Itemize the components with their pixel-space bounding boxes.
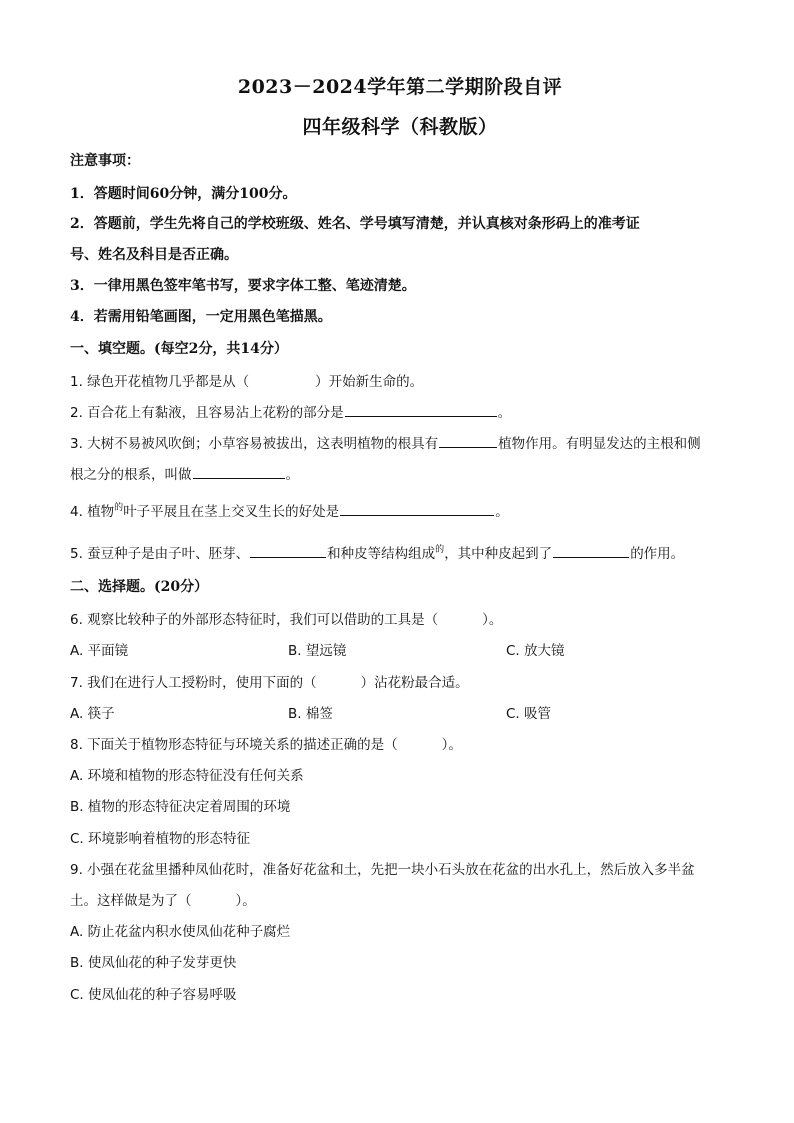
q6-text-end: ）。: [482, 612, 503, 628]
q5-blank-2[interactable]: [553, 543, 629, 558]
q4-text-c: 。: [495, 504, 509, 520]
q4-sup: 的: [114, 503, 124, 513]
q7-option-b[interactable]: B. 棉签: [288, 706, 333, 722]
notes-heading: 注意事项：: [70, 153, 140, 169]
q6-option-c[interactable]: C. 放大镜: [506, 643, 565, 659]
q6-option-b[interactable]: B. 望远镜: [288, 643, 347, 659]
q5-sup: 的: [435, 545, 445, 555]
q7-option-c[interactable]: C. 吸管: [506, 706, 552, 722]
exam-title: 2023－2024学年第二学期阶段自评: [237, 76, 563, 98]
question-4: [70, 500, 509, 520]
note-3: 3．一律用黑色签牢笔书写，要求字体工整、笔迹清楚。: [70, 278, 416, 294]
question-2: [70, 401, 511, 421]
q7-text-b: ）沾花粉最合适。: [360, 675, 469, 691]
question-3b: [70, 463, 299, 483]
question-8: [70, 733, 462, 753]
q3-blank-2[interactable]: [193, 464, 285, 479]
q5-text-d: 的作用。: [630, 546, 685, 562]
q8-text-end: ）。: [441, 737, 462, 753]
q4-text-a: 4. 植物: [70, 504, 115, 520]
section1-heading: 一、填空题。(每空2分，共14分）: [70, 341, 288, 357]
q9-option-c[interactable]: C. 使凤仙花的种子容易呼吸: [70, 987, 237, 1003]
q5-blank-1[interactable]: [250, 543, 326, 558]
q3-text-a: 3. 大树不易被风吹倒；小草容易被拔出，这表明植物的根具有: [70, 436, 439, 452]
q2-blank[interactable]: [345, 402, 497, 417]
note-1: 1．答题时间60分钟，满分100分。: [70, 186, 297, 202]
q1-text-a: 1. 绿色开花植物几乎都是从（: [70, 374, 250, 390]
q4-blank[interactable]: [340, 501, 494, 516]
q7-text-a: 7. 我们在进行人工授粉时，使用下面的（: [70, 675, 317, 691]
q5-text-c: ，其中种皮起到了: [444, 546, 553, 562]
q2-text-b: 。: [497, 405, 512, 421]
question-1: [70, 370, 423, 390]
question-9a: 9. 小强在花盆里播种凤仙花时，准备好花盆和土，先把一块小石头放在花盆的出水孔上，然后放入多半盆: [70, 862, 695, 878]
q3-text-b: 植物作用。有明显发达的主根和侧: [498, 436, 701, 452]
q8-option-b[interactable]: B. 植物的形态特征决定着周围的环境: [70, 799, 291, 815]
note-2b: 号、姓名及科目是否正确。: [70, 247, 238, 263]
question-6: [70, 608, 502, 628]
q3-text-c: 根之分的根系，叫做: [70, 467, 192, 483]
q6-text: 6. 观察比较种子的外部形态特征时，我们可以借助的工具是（: [70, 612, 439, 628]
q1-text-b: ）开始新生命的。: [315, 374, 424, 390]
q4-text-b: 叶子平展且在茎上交叉生长的好处是: [123, 504, 340, 520]
section2-heading: 二、选择题。(20分）: [70, 579, 209, 595]
q5-text-a: 5. 蚕豆种子是由子叶、胚芽、: [70, 546, 250, 562]
q7-option-a[interactable]: A. 筷子: [70, 706, 115, 722]
note-4: 4．若需用铅笔画图，一定用黑色笔描黑。: [70, 309, 332, 325]
q5-text-b: 和种皮等结构组成: [327, 546, 436, 562]
q9-option-b[interactable]: B. 使凤仙花的种子发芽更快: [70, 955, 237, 971]
question-7: [70, 671, 469, 691]
q8-option-c[interactable]: C. 环境影响着植物的形态特征: [70, 831, 251, 847]
q9-option-a[interactable]: A. 防止花盆内积水使凤仙花种子腐烂: [70, 924, 291, 940]
q3-blank-1[interactable]: [439, 433, 497, 448]
q9-text-b: 土。这样做是为了（: [70, 893, 192, 909]
question-5: [70, 542, 684, 562]
q8-option-a[interactable]: A. 环境和植物的形态特征没有任何关系: [70, 768, 304, 784]
q8-text: 8. 下面关于植物形态特征与环境关系的描述正确的是（: [70, 737, 398, 753]
q6-option-a[interactable]: A. 平面镜: [70, 643, 129, 659]
exam-subtitle: 四年级科学（科教版）: [302, 116, 498, 138]
q2-text-a: 2. 百合花上有黏液，且容易沾上花粉的部分是: [70, 405, 344, 421]
q3-text-d: 。: [285, 467, 299, 483]
note-2a: 2．答题前，学生先将自己的学校班级、姓名、学号填写清楚，并认真核对条形码上的准考证: [70, 216, 640, 232]
q9-text-end: ）。: [235, 893, 256, 909]
question-3a: [70, 432, 701, 452]
question-9b: [70, 889, 256, 909]
